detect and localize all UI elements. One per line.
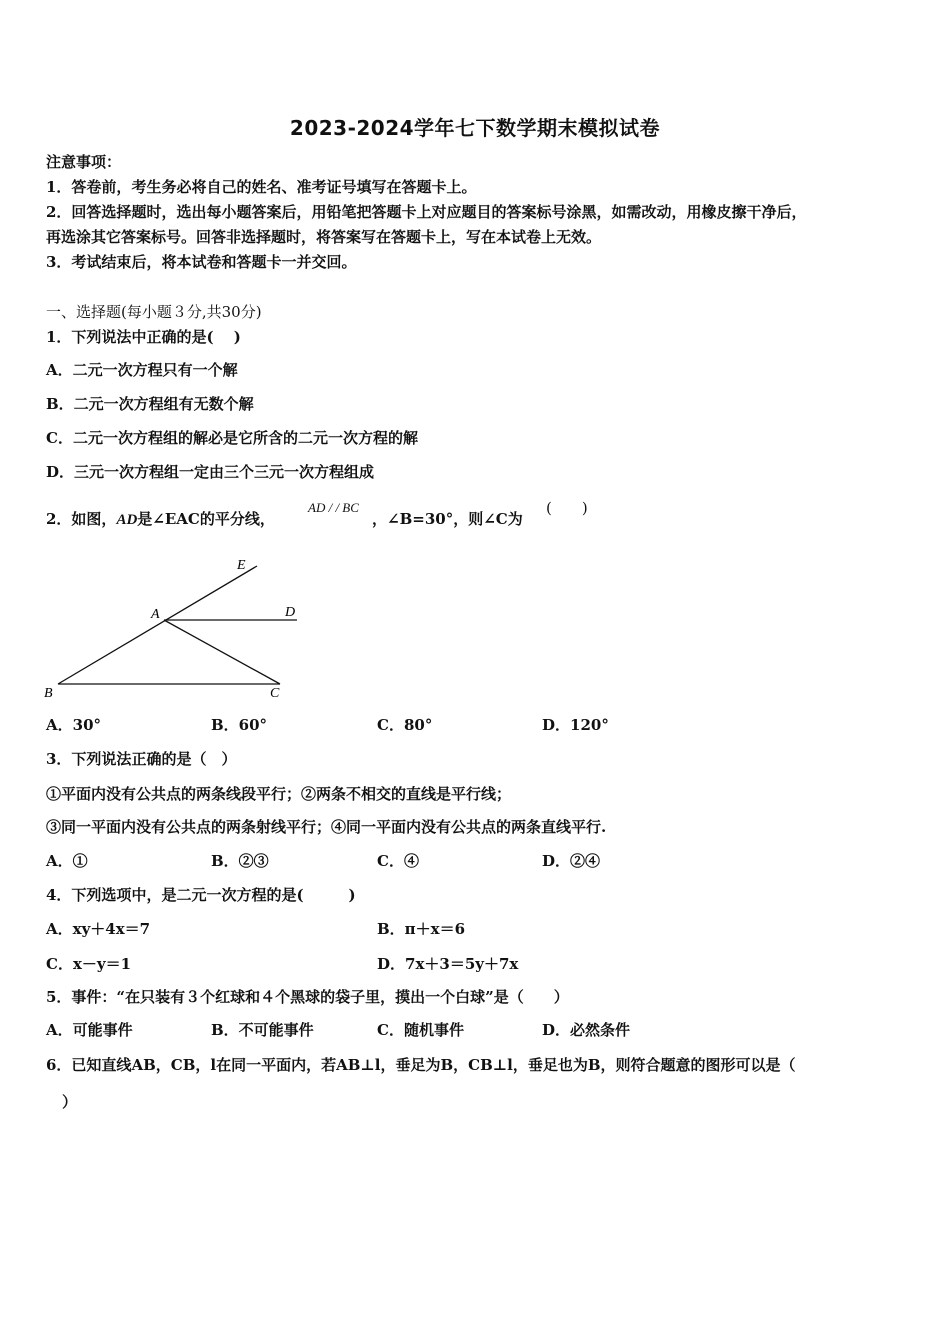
q6-stem: 6．已知直线AB，CB，l在同一平面内，若AB⊥l，垂足为B，CB⊥l，垂足也为B，则符合题意的图形可以是（ [46, 1056, 796, 1074]
q5-option-b: B．不可能事件 [211, 1021, 314, 1039]
q2-ad: AD [116, 512, 138, 528]
q1-option-a: A．二元一次方程只有一个解 [46, 361, 238, 379]
q2-prefix: 2．如图， [46, 510, 117, 528]
q2-option-d: D．120° [542, 716, 609, 734]
q2-figure [40, 552, 310, 702]
q3-statement-1: ①平面内没有公共点的两条线段平行；②两条不相交的直线是平行线； [46, 785, 512, 803]
q2-parallel-formula: AD / / BC [308, 500, 359, 515]
q2-option-c: C．80° [377, 716, 433, 734]
q1-option-c: C．二元一次方程组的解必是它所含的二元一次方程的解 [46, 429, 418, 447]
label-c: C [270, 686, 280, 701]
notice-item-2-cont: 再选涂其它答案标号。回答非选择题时，将答案写在答题卡上，写在本试卷上无效。 [46, 228, 602, 246]
q3-option-d: D．②④ [542, 852, 601, 870]
q5-option-d: D．必然条件 [542, 1021, 631, 1039]
q5-stem: 5．事件：“在只装有３个红球和４个黑球的袋子里，摸出一个白球”是（ ） [46, 988, 569, 1006]
page-title: 2023-2024学年七下数学期末模拟试卷 [289, 116, 661, 140]
q2-mid: 是∠EAC的平分线， [137, 510, 275, 528]
notice-item-2: 2．回答选择题时，选出每小题答案后，用铅笔把答题卡上对应题目的答案标号涂黑，如需改动，用橡皮擦干净后， [46, 203, 807, 221]
ray-be [58, 566, 257, 684]
q4-option-b: B．π＋x＝6 [377, 920, 466, 938]
q2-stem [46, 509, 275, 530]
q3-option-b: B．②③ [211, 852, 269, 870]
segment-ac [164, 620, 280, 684]
q3-stem: 3．下列说法正确的是（ ） [46, 750, 237, 768]
q3-statement-2: ③同一平面内没有公共点的两条射线平行；④同一平面内没有公共点的两条直线平行. [46, 818, 607, 836]
q4-option-a: A．xy＋4x＝7 [46, 920, 151, 938]
q2-paren: ( ) [546, 499, 588, 517]
q5-option-c: C．随机事件 [377, 1021, 464, 1039]
q3-option-c: C．④ [377, 852, 419, 870]
q4-option-d: D．7x＋3＝5y＋7x [377, 955, 519, 973]
label-e: E [237, 558, 246, 573]
section-heading: 一、选择题(每小题３分,共30分) [46, 303, 262, 321]
q2-condition: ，∠B=30°，则∠C为 [372, 510, 523, 528]
q4-option-c: C．x－y＝1 [46, 955, 132, 973]
q5-option-a: A．可能事件 [46, 1021, 133, 1039]
label-b: B [44, 686, 53, 701]
notice-heading: 注意事项： [46, 153, 122, 171]
label-a: A [151, 607, 160, 622]
q6-stem-end: ） [62, 1093, 78, 1111]
q1-option-b: B．二元一次方程组有无数个解 [46, 395, 254, 413]
q2-option-a: A．30° [46, 716, 102, 734]
q1-stem: 1．下列说法中正确的是( ) [46, 328, 241, 346]
notice-item-3: 3．考试结束后，将本试卷和答题卡一并交回。 [46, 253, 357, 271]
q2-option-b: B．60° [211, 716, 268, 734]
q4-stem: 4．下列选项中，是二元一次方程的是( ) [46, 886, 356, 904]
q1-option-d: D．三元一次方程组一定由三个三元一次方程组成 [46, 463, 375, 481]
notice-item-1: 1．答卷前，考生务必将自己的姓名、准考证号填写在答题卡上。 [46, 178, 477, 196]
q3-option-a: A．① [46, 852, 88, 870]
label-d: D [285, 605, 296, 620]
